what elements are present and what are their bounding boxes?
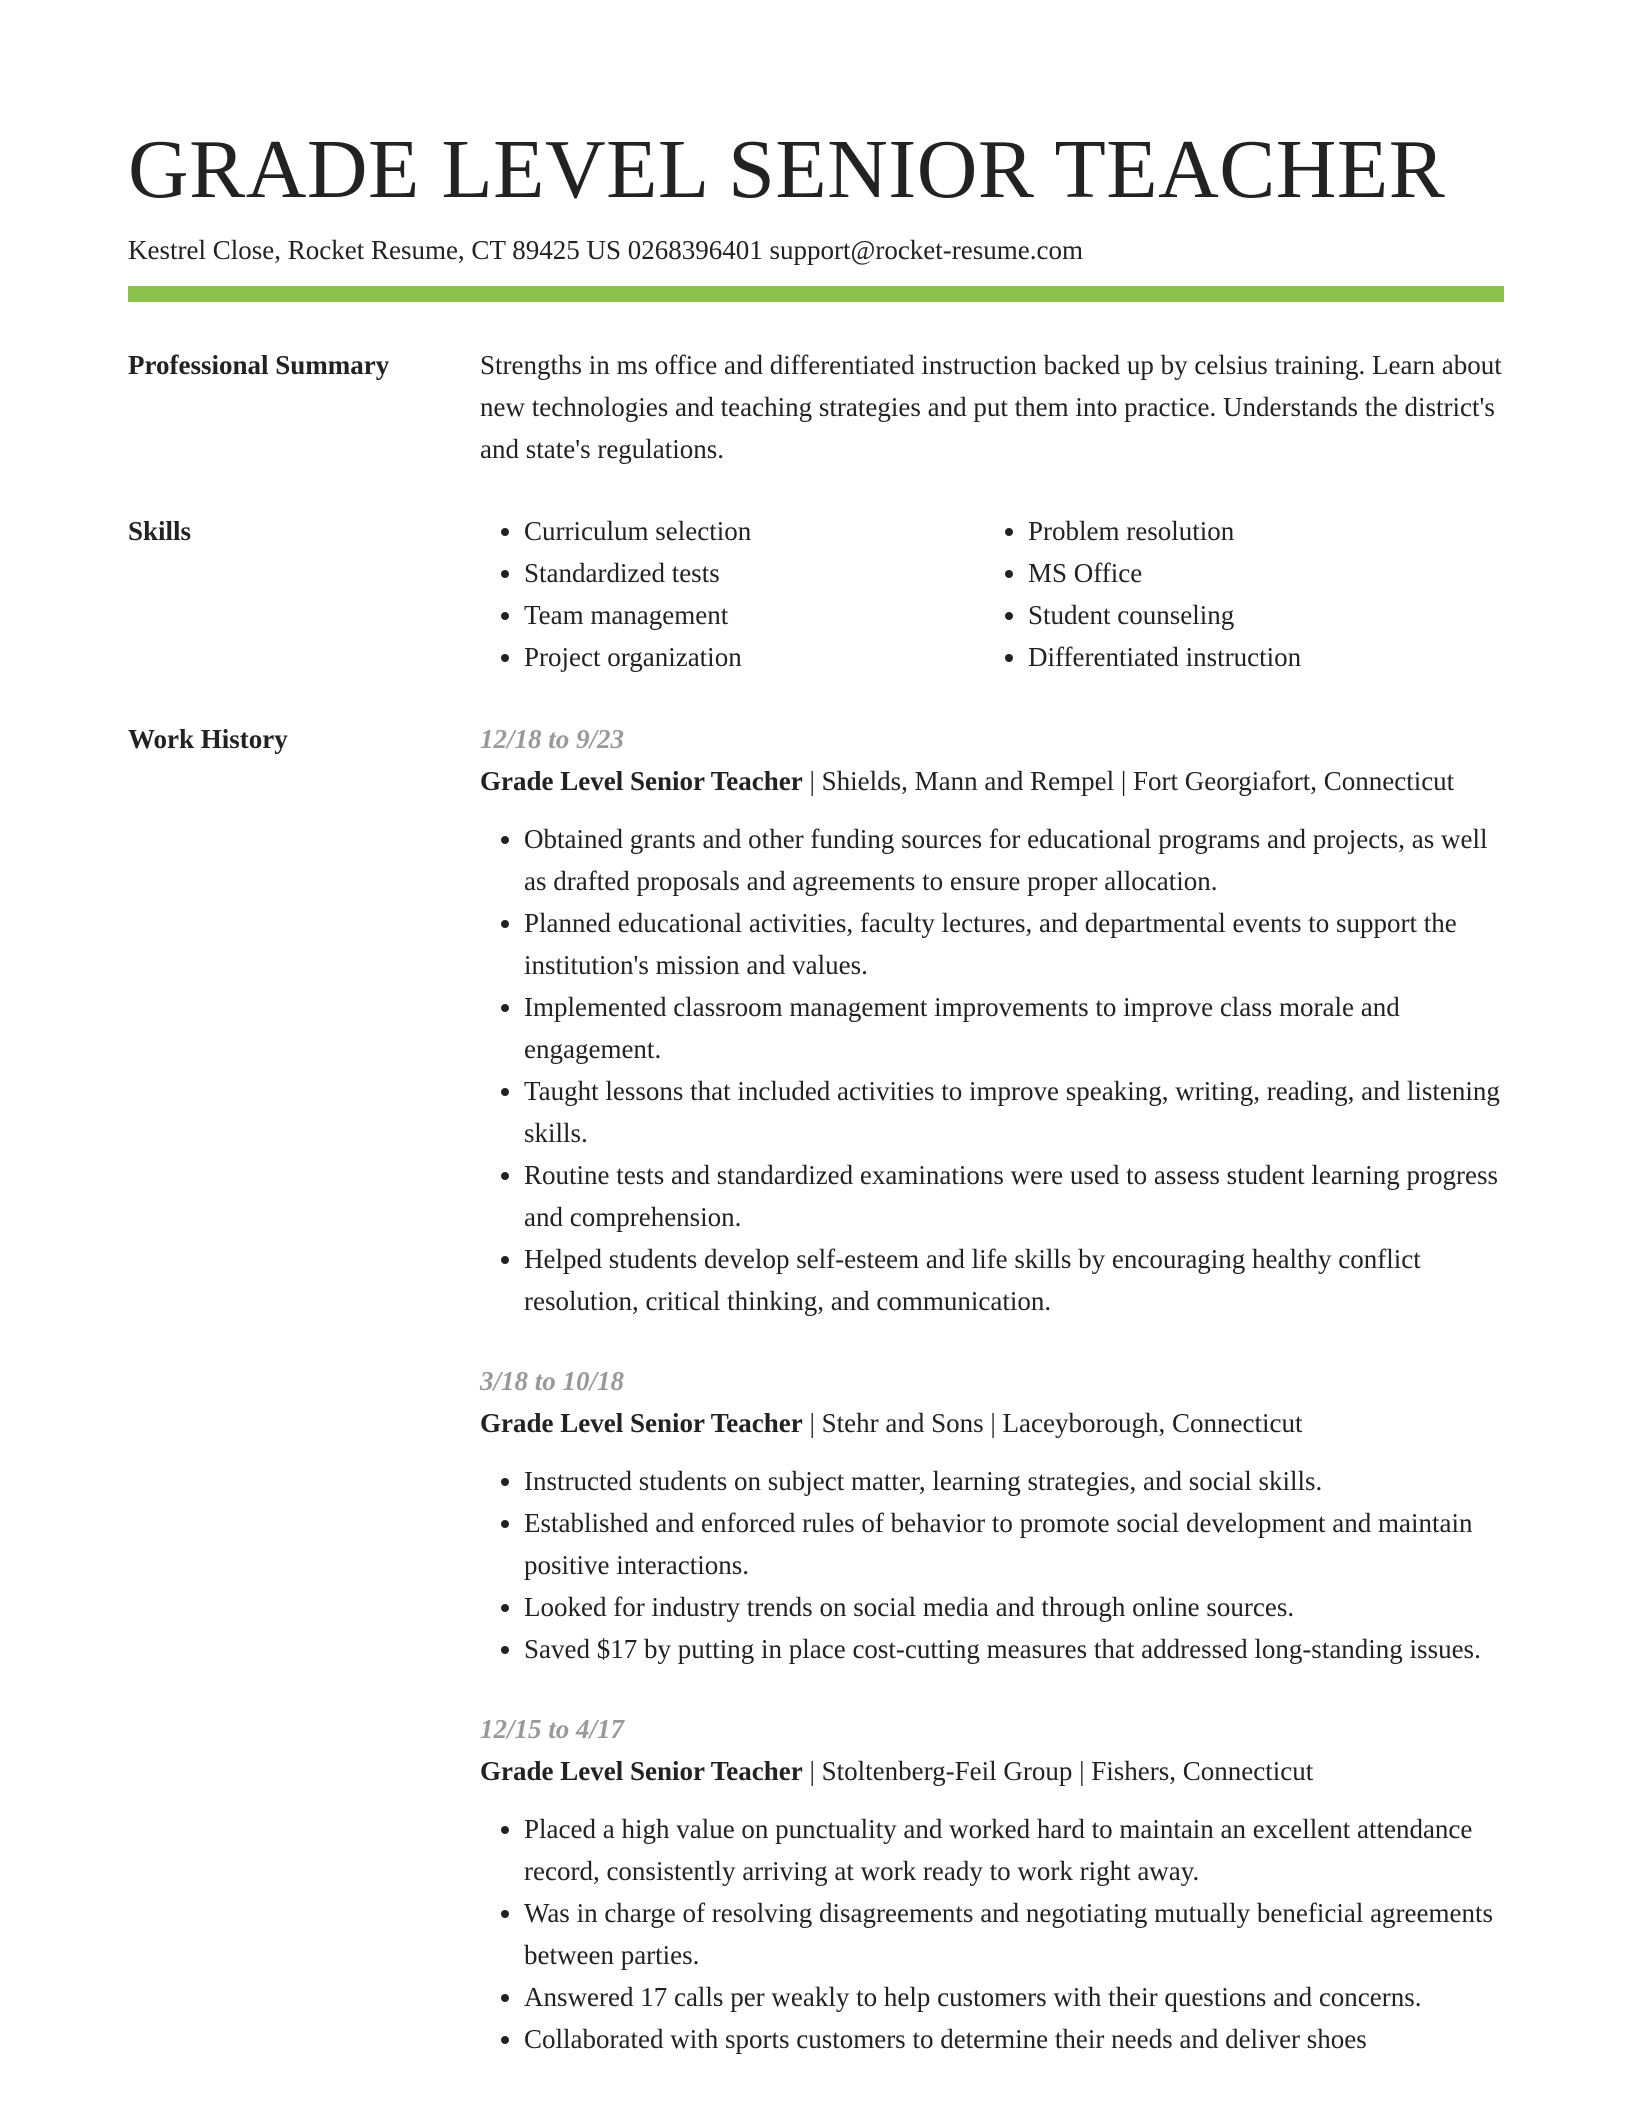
job-heading [480,760,1504,802]
job-bullet: • Looked for industry trends on social media and through online sources. [524,1586,1504,1628]
skill-item: • Differentiated instruction [1028,636,1301,678]
job-bullets [480,818,1504,1322]
job-entry [480,1708,1504,2060]
job-bullet: • Helped students develop self-esteem and life skills by encouraging healthy conflict resolution, critical thinking, and communication. [524,1238,1504,1322]
summary-label: Professional Summary [128,350,390,380]
skill-item: • Student counseling [1028,594,1301,636]
job-bullet: • Taught lessons that included activities to improve speaking, writing, reading, and listening skills. [524,1070,1504,1154]
job-title: Grade Level Senior Teacher [480,1408,803,1438]
job-date: 12/18 to 9/23 [480,724,625,754]
job-bullet: • Instructed students on subject matter, learning strategies, and social skills. [524,1460,1504,1502]
job-bullet: • Implemented classroom management improvements to improve class morale and engagement. [524,986,1504,1070]
skills-column-right [984,510,1301,678]
job-bullet: • Planned educational activities, faculty lectures, and departmental events to support the institution's mission and values. [524,902,1504,986]
work-history-label: Work History [128,724,288,754]
job-bullet: • Answered 17 calls per weakly to help customers with their questions and concerns. [524,1976,1504,2018]
skills-list [480,510,1504,678]
skill-item: • Problem resolution [1028,510,1301,552]
work-history-section [128,726,1504,2098]
job-details: | Shields, Mann and Rempel | Fort Georgiafort, Connecticut [802,766,1455,796]
skills-column-left [480,510,984,678]
job-bullet: • Collaborated with sports customers to determine their needs and deliver shoes [524,2018,1504,2060]
job-bullet: • Saved $17 by putting in place cost-cutting measures that addressed long-standing issues. [524,1628,1504,1670]
job-bullet: • Was in charge of resolving disagreements and negotiating mutually beneficial agreements between parties. [524,1892,1504,1976]
summary-text: Strengths in ms office and differentiated instruction backed up by celsius training. Learn about new technologies and teaching strategies and put them into practice. Understands the district's and state's regulations. [480,350,1502,464]
job-bullets [480,1460,1504,1670]
job-title: Grade Level Senior Teacher [480,1756,803,1786]
job-date: 3/18 to 10/18 [480,1366,625,1396]
job-details: | Stehr and Sons | Laceyborough, Connecticut [802,1408,1303,1438]
job-bullet: • Routine tests and standardized examinations were used to assess student learning progress and comprehension. [524,1154,1504,1238]
skills-section [128,518,1504,678]
job-heading [480,1402,1504,1444]
job-bullets [480,1808,1504,2060]
skill-item: • MS Office [1028,552,1301,594]
job-title: Grade Level Senior Teacher [480,766,803,796]
summary-section [128,352,1504,470]
job-details: | Stoltenberg-Feil Group | Fishers, Connecticut [802,1756,1314,1786]
resume-page [128,120,1504,2098]
contact-line: Kestrel Close, Rocket Resume, CT 89425 US 0268396401 support@rocket-resume.com [128,235,1083,265]
accent-divider [128,286,1504,302]
job-bullet: • Established and enforced rules of behavior to promote social development and maintain positive interactions. [524,1502,1504,1586]
skill-item: • Project organization [524,636,984,678]
job-bullet: • Obtained grants and other funding sources for educational programs and projects, as well as drafted proposals and agreements to ensure proper allocation. [524,818,1504,902]
skill-item: • Standardized tests [524,552,984,594]
resume-name: GRADE LEVEL SENIOR TEACHER [128,123,1446,216]
skill-item: • Team management [524,594,984,636]
job-bullet: • Placed a high value on punctuality and worked hard to maintain an excellent attendance record, consistently arriving at work ready to work right away. [524,1808,1504,1892]
job-entry [480,718,1504,1322]
job-heading [480,1750,1504,1792]
skill-item: • Curriculum selection [524,510,984,552]
job-date: 12/15 to 4/17 [480,1714,625,1744]
skills-label: Skills [128,516,192,546]
job-entry [480,1360,1504,1670]
